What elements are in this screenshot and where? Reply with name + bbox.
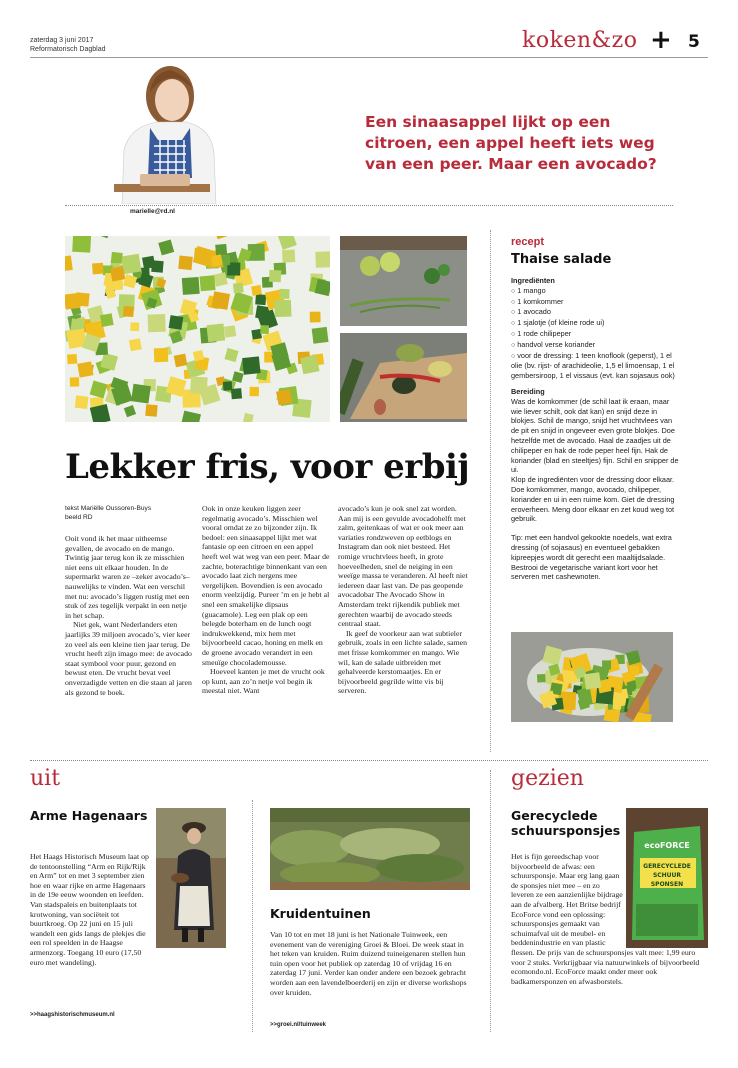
salad-cube <box>613 701 622 710</box>
salad-cube <box>131 384 151 404</box>
salad-cube <box>231 388 242 399</box>
salad-cube <box>121 254 141 274</box>
uit-item1-body: Het Haags Historisch Museum laat op de tentoonstelling “Arm en Rijk/Rijk en Arm” tot en met 3 september zien hoe en waar rijke en arme Hagenaars in de 19e eeuw woonden en leefden. Van stadspaleis en buitenplaats tot krotwoning, van sociëteit tot buurtkroeg. Op 22 juni en 15 juli wandelt een gids langs de plekjes die een rol speelden in de Haagse armenzorg. Toegang 10 euro (17,50 euro met wandeling). <box>30 852 226 967</box>
salad-cube <box>312 327 329 344</box>
salad-cube <box>274 300 291 317</box>
uit-item2-body: Van 10 tot en met 18 juni is het Nationale Tuinweek, een evenement van de vereniging Groei & Bloei. De week staat in het teken van kruiden. Ruim duizend tuineigenaren stellen hun tuin open voor het publiek op zaterdag 10 of vrijdag 16 en zaterdag 17 juni. Verder kan onder andere een bezoek gebracht worden aan een lavendelboerderij en zijn er diverse workshops over kruiden. <box>270 930 467 997</box>
uit-item2-title: Kruidentuinen <box>270 906 371 921</box>
method-step: Doe komkommer, mango, avocado, chilipeper, koriander en ui in een ruime kom. Giet de dressing eroverheen. Meng door elkaar en zet koud weg tot gebruik. <box>511 484 675 524</box>
salad-cube <box>282 249 295 262</box>
salad-cube <box>100 313 114 327</box>
byline-author: tekst Mariëlle Oussoren-Buys <box>65 505 152 512</box>
salad-cube <box>65 293 81 310</box>
column-divider <box>252 800 253 1032</box>
article-paragraph: Ooit vond ik het maar uitheemse gevallen, de avocado en de mango. Twintig jaar terug kon ik ze misschien niet eens uit elkaar houden. In de supermarkt waren ze –zeker avocado’s– nauwelijks te vinden. Wat een verschil met nu: avocado’s liggen rustig met een stuk of zes tegelijk verpakt in een netje in het schap. <box>65 534 190 620</box>
method-step: Was de komkommer (de schil laat ik eraan, maar wie liever schilt, ook dat kan) en snijd deze in blokjes. Schil de mango, snijd het vruchtvlees van de pit en snijd in ongeveer even grote blokjes. Doe hetzelfde met de avocado. Haal de zaadjes uit de chilipeper en hak de rode peper heel fijn. Hak de koriander (blad en steeltjes) fijn. Schil en snipper de ui. <box>511 396 679 475</box>
salad-cube <box>190 376 207 393</box>
dotted-divider <box>65 205 673 206</box>
salad-cube <box>223 381 232 390</box>
salad-cube <box>70 377 79 386</box>
header-publication: Reformatorisch Dagblad <box>30 46 106 53</box>
salad-cube <box>129 338 142 351</box>
salad-cube <box>214 297 226 309</box>
ingredients-heading: Ingrediënten <box>511 276 555 285</box>
salad-cube <box>602 660 611 669</box>
method-heading: Bereiding <box>511 386 545 396</box>
column-divider <box>490 770 491 1032</box>
salad-cube <box>178 255 193 270</box>
salad-cube <box>629 666 639 676</box>
cutting-board-photo <box>340 333 467 422</box>
bottom-dotted-divider <box>30 760 708 761</box>
salad-cube <box>145 404 157 416</box>
salad-cube <box>310 312 321 323</box>
salad-cube <box>224 325 236 337</box>
ingredient-item: ○ 1 avocado <box>511 307 681 318</box>
salad-cube <box>111 252 123 264</box>
recipe-photo <box>511 632 673 722</box>
package-line3: SPONSEN <box>650 881 684 888</box>
salad-cube <box>151 260 163 272</box>
uit-item1-link[interactable]: >>haagshistorischmuseum.nl <box>30 1012 115 1018</box>
salad-cube <box>182 277 200 295</box>
salad-cube <box>280 289 290 299</box>
salad-cube <box>75 395 89 409</box>
header-date-block <box>30 36 105 54</box>
package-brand: ecoFORCE <box>644 841 690 850</box>
salad-cube <box>315 251 330 267</box>
page-number: 5 <box>688 32 700 52</box>
article-paragraph: Ik geef de voorkeur aan wat subtieler gebruik, zoals in een lichte salade, samen met frisse komkommer en mango. Wie wil, kan de salade uitbreiden met gehalveerde kerstomaatjes. En er bijvoorbeeld gegrilde witte vis bij serveren. <box>338 628 468 696</box>
salad-cube <box>260 325 269 334</box>
package-line1: GERECYCLEDE <box>643 863 691 870</box>
herb-garden-photo <box>270 808 470 890</box>
header-date: zaterdag 3 juni 2017 <box>30 37 94 44</box>
method-step: Klop de ingrediënten voor de dressing door elkaar. <box>511 475 675 485</box>
salad-cube <box>72 236 91 253</box>
salad-cube <box>210 254 222 266</box>
ingredient-item: ○ 1 sjalotje (of kleine rode ui) <box>511 318 681 329</box>
section-title: koken&zo <box>522 28 638 53</box>
article-paragraph: Niet gek, want Nederlanders eten jaarlijks 39 miljoen avocado’s, vier keer zo veel als een kleine tien jaar terug. De vrucht heeft zijn imago mee: de avocado staat symbool voor puur, gezond en bewust eten. De vrucht bevat veel onverzadigde vetten en die staan al jaren als gezond te boek. <box>65 620 192 697</box>
salad-cube <box>255 294 266 305</box>
uit-item1-title: Arme Hagenaars <box>30 808 148 823</box>
text-wrap-spacer <box>623 852 707 940</box>
salad-cube <box>584 672 601 689</box>
salad-cube <box>174 354 188 368</box>
salad-cube <box>154 348 168 362</box>
gezien-section-label: gezien <box>511 766 584 791</box>
recipe-body <box>511 276 681 582</box>
ingredient-item: ○ 1 komkommer <box>511 297 681 308</box>
salad-cube <box>199 275 215 291</box>
gezien-body: Het is fijn gereedschap voor bijvoorbeeld de afwas: een schuursponsje. Maar erg lang gaan de sponsjes niet mee – en zo leveren ze een aanzienlijke bijdrage aan de afvalberg. Het Britse bedrijf EcoForce vond een oplossing: schuursponsjes gemaakt van schuimafval uit de meubel- en beddenindustrie en van plastic flessen. De prijs van de schuursponsjes valt mee: 1,99 euro voor 2 stuks. Verkrijgbaar via natuurwinkels of bijvoorbeeld ecomondo.nl. EcoForce maakt onder meer ook badkamersponzen en afwasborstels. <box>511 852 707 986</box>
author-email[interactable]: marielle@rd.nl <box>130 208 175 215</box>
recipe-category: recept <box>511 236 545 248</box>
salad-cube <box>242 356 260 374</box>
salad-cube <box>148 314 166 332</box>
byline-photo-credit: beeld RD <box>65 514 93 521</box>
article-paragraph: Hoeveel kanten je met de vrucht ook op kunt, aan zo’n netje vol begin ik meestal niet. Want <box>202 667 325 696</box>
ingredient-item: ○ handvol verse koriander <box>511 340 681 351</box>
salad-cube <box>233 283 244 294</box>
article-column-3 <box>338 504 468 696</box>
salad-cube <box>67 354 77 364</box>
salad-photo <box>65 236 330 422</box>
salad-cube <box>251 285 262 296</box>
article-column-2 <box>202 504 330 696</box>
salad-cube <box>123 306 134 317</box>
package-line2: SCHUUR <box>652 872 682 879</box>
article-paragraph: avocado’s kun je ook snel zat worden. Aan mij is een gevulde avocadohelft met zalm, geitenkaas of wat er ook meer aan variaties rondzweven op eetblogs en Instagram dan ook niet besteed. Het romige vruchtvlees heeft, in grote hoeveelheden, snel de neiging in een weeïge massa te veranderen. Al heeft niet iedereen daar last van. De pas geopende avocadobar The Avocado Show in Amsterdam trekt rijkendik publiek met gerechten waarbij de avocado steeds centraal staat. <box>338 504 468 629</box>
uit-item2-link[interactable]: >>groei.nl/tuinweek <box>270 1022 327 1028</box>
column-divider <box>490 230 491 752</box>
salad-cube <box>300 355 319 374</box>
salad-cube <box>77 361 93 377</box>
article-headline: Lekker fris, voor erbij <box>65 447 470 487</box>
recipe-title: Thaise salade <box>511 252 612 267</box>
ingredient-item: ○ 1 mango <box>511 286 681 297</box>
salad-cube <box>537 674 546 683</box>
gezien-title: Gerecyclede schuursponsjes <box>511 808 621 838</box>
ingredient-item: ○ 1 rode chilipeper <box>511 329 681 340</box>
text-wrap-spacer <box>152 852 226 948</box>
recipe-tip: Tip: met een handvol gekookte noedels, wat extra dressing (of sojasaus) en eventueel gebakken kipreepjes wordt dit gerecht een maaltijdsalade. Bestrooi de vegetarische variant kort voor het serveren met cashewnoten. <box>511 533 672 582</box>
article-paragraph: Ook in onze keuken liggen zeer regelmatig avocado’s. Misschien wel vooral omdat ze zo bijzonder zijn. Ik bedoel: een sinaasappel lijkt met wat fantasie op een citroen en een appel heeft wel wat weg van een peer. Maar de zachte, boterachtige binnenkant van een avocado laat zich nergens mee vergelijken. Bovendien is een avocado enorm veelzijdig. Pureer ’m en je hebt al snel een smakelijke dipsaus (guacamole). Leg een plak op een belegde boterham en de lunch oogt indrukwekkend, mix hem met bijvoorbeeld cacao, honing en melk en de groene avocado verandert in een smeuïge chocolademousse. <box>202 504 330 667</box>
article-column-1 <box>65 534 193 697</box>
ingredient-item: ○ voor de dressing: 1 teen knoflook (geperst), 1 el olie (bv. rijst- of arachideolie, 1,5 el limoensap, 1 el gembersiroop, 1 el vissaus (evt. kan sojasaus ook) <box>511 351 681 381</box>
salad-cube <box>92 263 104 275</box>
author-photo <box>100 58 230 204</box>
byline <box>65 504 151 522</box>
pull-quote: Een sinaasappel lijkt op een citroen, een appel heeft iets weg van een peer. Maar een avocado? <box>365 113 657 173</box>
salad-cube <box>130 322 139 331</box>
plus-icon: + <box>650 25 672 55</box>
salad-cube <box>276 389 292 405</box>
salad-cube <box>250 387 259 396</box>
salad-cube <box>207 323 226 342</box>
salad-cube <box>110 266 125 281</box>
salad-cube <box>215 244 227 256</box>
salad-cube <box>269 270 281 282</box>
ingredients-photo <box>340 236 467 326</box>
uit-section-label: uit <box>30 766 61 791</box>
salad-cube <box>169 315 184 330</box>
